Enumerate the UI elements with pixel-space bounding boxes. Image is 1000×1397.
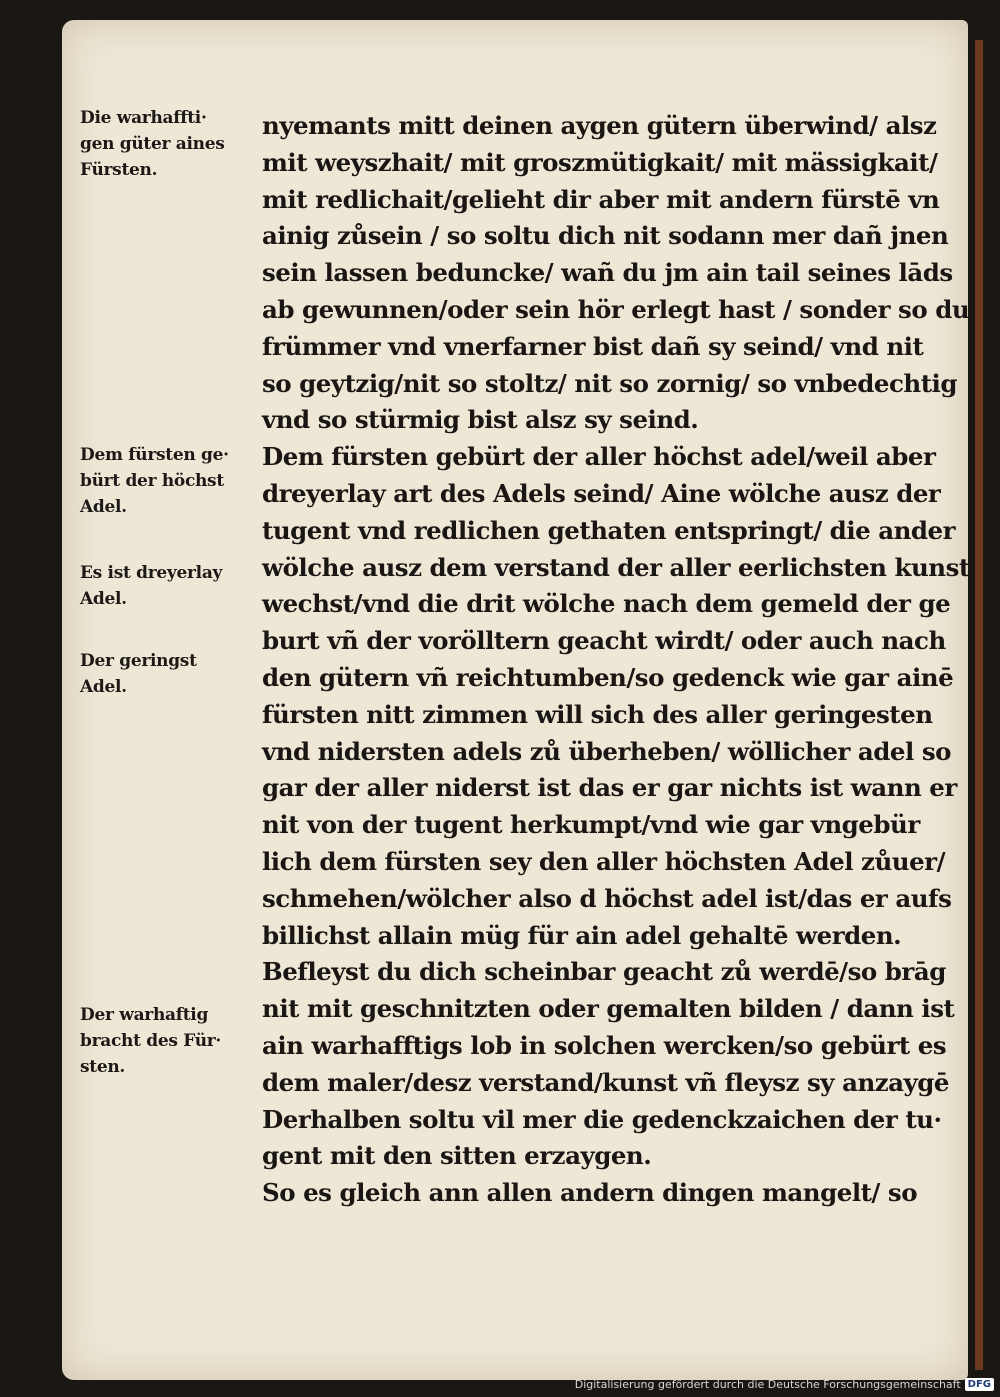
text-line: den gütern vñ reichtumben/so gedenck wie gar ainē	[262, 662, 954, 692]
margin-note-line: Adel.	[80, 497, 127, 517]
text-line: Derhalben soltu vil mer die gedenckzaichen der tu·	[262, 1104, 942, 1134]
text-line: schmehen/wölcher also d höchst adel ist/das er aufs	[262, 883, 952, 913]
text-line: sein lassen beduncke/ wañ du jm ain tail seines lāds	[262, 258, 953, 288]
text-line: So es gleich ann allen andern dingen mangelt/ so	[262, 1178, 918, 1208]
margin-note-line: bracht des Für·	[80, 1031, 222, 1051]
margin-note-line: sten.	[80, 1057, 126, 1077]
text-line: lich dem fürsten sey den aller höchsten Adel zůuer/	[262, 846, 946, 876]
text-line: mit redlichait/gelieht dir aber mit andern fürstē vn	[262, 184, 940, 214]
text-line: ab gewunnen/oder sein hör erlegt hast / sonder so du	[262, 294, 970, 324]
text-line: burt vñ der vorölltern geacht wirdt/ oder auch nach	[262, 626, 946, 656]
text-line: so geytzig/nit so stoltz/ nit so zornig/ so vnbedechtig	[262, 368, 957, 398]
page-edge	[975, 40, 983, 1370]
margin-note-line: Adel.	[80, 589, 127, 609]
text-line: nyemants mitt deinen aygen gütern überwind/ alsz	[262, 111, 937, 140]
margin-note-line: Es ist dreyerlay	[80, 563, 223, 583]
text-line: vnd nidersten adels zů überheben/ wöllicher adel so	[262, 736, 951, 766]
text-line: billichst allain müg für ain adel gehaltē werden.	[262, 920, 902, 950]
text-line: ainig zůsein / so soltu dich nit sodann mer dañ jnen	[262, 221, 949, 251]
margin-note-line: Fürsten.	[80, 160, 158, 180]
text-line: fürsten nitt zimmen will sich des aller geringesten	[262, 699, 933, 729]
margin-note	[80, 648, 265, 700]
text-line: nit von der tugent herkumpt/vnd wie gar vngebür	[262, 810, 920, 840]
text-line: gar der aller niderst ist das er gar nichts ist wann er	[262, 773, 957, 803]
text-line: mit weyszhait/ mit groszmütigkait/ mit mässigkait/	[262, 147, 938, 177]
footer-text: Digitalisierung gefördert durch die Deutsche Forschungsgemeinschaft	[574, 1378, 961, 1391]
text-line: dreyerlay art des Adels seind/ Aine wölche ausz der	[262, 478, 941, 508]
text-line: dem maler/desz verstand/kunst vñ fleysz sy anzaygē	[262, 1067, 949, 1097]
text-line: tugent vnd redlichen gethaten entspringt/ die ander	[262, 515, 956, 545]
text-line: frümmer vnd vnerfarner bist dañ sy seind/ vnd nit	[262, 331, 924, 361]
text-line: nit mit geschnitzten oder gemalten bilden / dann ist	[262, 994, 955, 1024]
margin-note-line: bürt der höchst	[80, 471, 224, 491]
footer	[575, 1378, 994, 1391]
text-line: wechst/vnd die drit wölche nach dem gemeld der ge	[262, 589, 951, 619]
text-line: vnd so stürmig bist alsz sy seind.	[262, 405, 699, 435]
margin-note	[80, 442, 265, 520]
margin-note-line: Der warhaftig	[80, 1005, 209, 1025]
margin-note-line: Dem fürsten ge·	[80, 445, 229, 465]
body-text	[262, 108, 970, 1212]
text-line: ain warhafftigs lob in solchen wercken/so gebürt es	[262, 1030, 947, 1060]
margin-note	[80, 1002, 265, 1080]
text-line: Dem fürsten gebürt der aller höchst adel/weil aber	[262, 442, 936, 472]
margin-note-line: Adel.	[80, 677, 127, 697]
margin-note-line: Die warhaffti·	[80, 108, 207, 128]
dfg-logo: DFG	[965, 1378, 994, 1391]
text-line: Befleyst du dich scheinbar geacht zů werdē/so brāg	[262, 957, 946, 987]
text-line: wölche ausz dem verstand der aller eerlichsten kunst	[262, 552, 970, 582]
margin-note	[80, 105, 265, 183]
margin-note	[80, 560, 265, 612]
margin-note-line: gen güter aines	[80, 134, 225, 154]
text-line: gent mit den sitten erzaygen.	[262, 1141, 652, 1171]
margin-note-line: Der geringst	[80, 651, 197, 671]
